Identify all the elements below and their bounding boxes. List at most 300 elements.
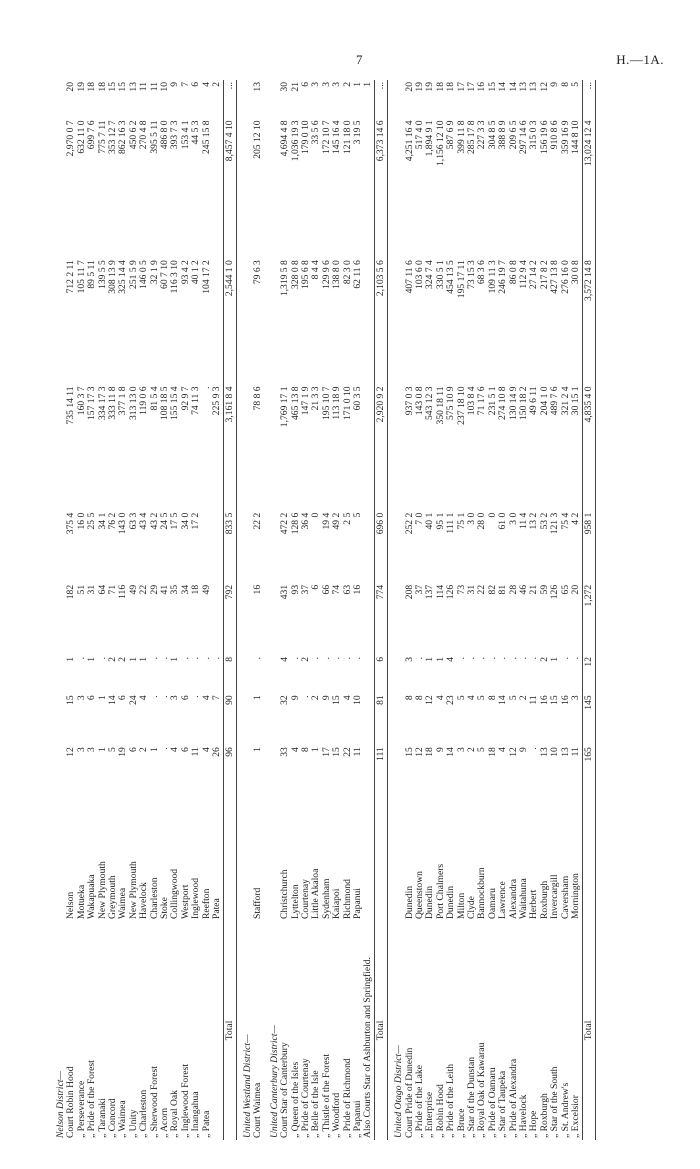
table-cell: 49 6 11 (528, 386, 540, 415)
lodge-place: Sydenham (320, 878, 332, 919)
total-cell: 96 (223, 745, 236, 797)
table-row (415, 80, 425, 1140)
table-row (118, 80, 128, 1140)
lodge-name: „ St. Andrew's (559, 1082, 571, 1138)
table-cell: 205 12 10 (252, 120, 264, 159)
table-cell: 74 11 3 (190, 386, 202, 415)
table-cell: 9 (549, 82, 561, 87)
table-cell: 321 2 4 (559, 386, 571, 416)
table-row (457, 80, 467, 1140)
table-cell: 35 (169, 584, 181, 595)
lodge-place: Motueka (75, 884, 87, 919)
lodge-place: Stafford (252, 887, 264, 919)
table-cell: 407 11 6 (403, 260, 415, 294)
table-row (571, 80, 582, 1140)
table-cell: 20 (570, 584, 582, 595)
district-name: United Canterbury District— (268, 1025, 280, 1138)
table-cell: 14 (497, 82, 509, 92)
table-cell: 53 2 (538, 512, 550, 530)
table-cell: 49 (200, 584, 212, 595)
table-cell: 103 6 0 (414, 260, 425, 289)
table-cell: 12 (65, 747, 77, 757)
total-cell: ... (223, 80, 236, 118)
table-cell: 12 (538, 82, 550, 92)
table-cell: . (252, 657, 264, 660)
table-cell: 4 (200, 695, 212, 701)
district-heading-row (236, 80, 253, 1140)
table-cell: 23 (445, 695, 457, 705)
table-row (108, 80, 118, 1140)
table-cell: 1 (549, 657, 561, 662)
table-cell: 6 (117, 695, 129, 701)
table-cell: 24 5 (159, 512, 171, 530)
table-cell: 49 (127, 584, 139, 595)
lodge-name: „ Pride of the Lake (414, 1065, 425, 1138)
table-cell: 15 (486, 82, 498, 92)
table-cell: . (190, 695, 202, 698)
total-cell: ... (374, 80, 387, 118)
lodge-place: Nelson (65, 891, 77, 919)
lodge-name: Court Pride of Dunedin (403, 1047, 415, 1138)
district-heading-row (50, 80, 66, 1140)
total-cell: 6,373 14 6 (374, 118, 387, 258)
lodge-place: Charleston (148, 877, 160, 919)
table-cell: 575 10 9 (445, 386, 457, 421)
table-cell: 2 5 (341, 512, 353, 525)
total-cell: 774 (374, 583, 387, 655)
lodge-name: „ Sherwood Forest (148, 1066, 160, 1138)
table-cell: 22 (341, 747, 353, 757)
lodge-place: Milton (455, 892, 467, 919)
table-cell: 6 (179, 747, 191, 752)
table-cell: 3 (570, 695, 582, 701)
table-cell: 31 (466, 584, 478, 595)
table-cell: 315 0 3 (528, 120, 540, 150)
table-cell: 33 5 6 (310, 120, 322, 145)
district-heading-row (388, 80, 405, 1140)
table-cell: 44 5 3 (190, 120, 202, 145)
lodge-place: Courtenay (299, 879, 311, 919)
table-cell: 138 8 0 (331, 260, 343, 289)
lodge-place: Mornington (570, 873, 582, 919)
lodge-place (363, 797, 374, 921)
table-cell: 8 (486, 695, 498, 701)
table-cell: 3 (320, 82, 332, 87)
table-cell: 1,156 12 10 (434, 120, 446, 166)
table-cell: 7 (211, 695, 223, 701)
table-cell: 40 1 (424, 512, 436, 530)
table-cell: 735 14 11 (65, 386, 77, 425)
table-cell: . (341, 657, 353, 660)
table-row (540, 80, 550, 1140)
table-cell: 121 18 0 (341, 120, 353, 154)
table-cell: 155 15 4 (169, 386, 181, 421)
table-cell (363, 258, 374, 384)
table-cell: 8 (299, 747, 311, 752)
lodge-name: „ Queen of the Isles (289, 1061, 301, 1138)
table-cell: 49 2 (331, 512, 343, 530)
table-cell: 92 9 7 (179, 386, 191, 411)
total-label: Total (582, 921, 595, 1140)
table-cell: 73 15 3 (466, 260, 478, 289)
table-cell: 18 (96, 82, 108, 92)
total-cell: 111 (374, 745, 387, 797)
table-cell: 270 4 8 (138, 120, 150, 150)
table-cell: 5 (351, 512, 363, 518)
table-cell: 2 (138, 747, 150, 752)
table-cell: 78 8 6 (252, 386, 264, 411)
table-cell: 34 0 (179, 512, 191, 530)
table-cell: 2 (107, 657, 119, 662)
table-cell: 81 (497, 584, 509, 595)
lodge-name: „ Pride of the Forest (86, 1060, 98, 1138)
table-cell: . (518, 657, 530, 660)
table-cell: 297 14 6 (518, 120, 530, 154)
table-row (181, 80, 191, 1140)
table-cell: 65 (559, 584, 571, 595)
table-cell: 1 (252, 747, 264, 752)
table-row (212, 80, 223, 1140)
table-cell: 12 (414, 747, 425, 757)
lodge-name: „ Patea (200, 1110, 212, 1138)
lodge-place: Waitahuna (518, 878, 530, 919)
lodge-name: „ Inglewood Forest (179, 1063, 191, 1138)
table-cell: 43 2 (148, 512, 160, 530)
lodge-place: Oamaru (486, 888, 498, 919)
table-cell: 19 (117, 747, 129, 757)
table-cell: 61 0 (497, 512, 509, 530)
table-cell: . (299, 695, 311, 698)
table-row (498, 80, 508, 1140)
lodge-name: „ Havelock (518, 1094, 530, 1138)
table-row (129, 80, 139, 1140)
table-cell (363, 583, 374, 655)
table-cell: 2 (117, 657, 129, 662)
table-cell: . (148, 657, 160, 660)
table-cell: 388 8 9 (497, 120, 509, 150)
lodge-place: Greymouth (107, 875, 119, 919)
table-cell: 399 11 8 (455, 120, 467, 154)
table-cell: 108 18 5 (159, 386, 171, 421)
table-cell: 14 (107, 695, 119, 705)
total-cell: 3,161 8 4 (223, 384, 236, 510)
table-cell: 15 (331, 747, 343, 757)
table-cell: 19 (414, 82, 425, 92)
table-cell: 8 4 4 (310, 260, 322, 280)
table-cell: 16 (538, 695, 550, 705)
table-cell: 160 3 7 (75, 386, 87, 416)
table-cell: 4 (341, 695, 353, 701)
table-cell: 1 (127, 657, 139, 662)
table-cell: 1 (96, 695, 108, 701)
table-cell: 156 19 6 (538, 120, 550, 154)
lodge-name: „ Enterprise (424, 1091, 436, 1138)
table-cell: 353 12 7 (107, 120, 119, 154)
table-cell: 4 2 (570, 512, 582, 525)
total-cell: 13,024 12 4 (582, 118, 595, 258)
rotated-statistics-table (50, 80, 680, 1140)
table-cell: 143 0 (117, 512, 129, 535)
table-cell: 37 (414, 584, 425, 595)
table-cell: 4 (466, 695, 478, 701)
table-cell: 9 (289, 695, 301, 701)
table-cell: 1 (65, 657, 77, 662)
table-cell: 18 (486, 747, 498, 757)
total-row (582, 80, 595, 1140)
table-cell: . (320, 657, 332, 660)
table-cell: 33 (279, 747, 291, 757)
table-body (50, 80, 595, 1140)
table-cell: 208 (403, 584, 415, 600)
table-cell (223, 797, 236, 921)
table-cell: 40 1 2 (190, 260, 202, 285)
table-cell: 60 3 5 (351, 386, 363, 411)
table-cell: 137 (424, 584, 436, 600)
table-cell: 4 (169, 747, 181, 752)
lodge-place: Papanui (351, 888, 363, 919)
table-cell: 334 17 3 (96, 386, 108, 421)
table-cell: 14 (507, 82, 519, 92)
lodge-place: Havelock (138, 882, 150, 919)
table-cell: . (289, 657, 301, 660)
table-cell: 13 (528, 82, 540, 92)
table-cell: 6 (127, 747, 139, 752)
lodge-place: Lyttelton (289, 884, 301, 919)
table-cell (202, 511, 212, 583)
table-cell: 21 (289, 82, 301, 92)
table-cell: 328 0 8 (289, 260, 301, 289)
table-cell: 227 3 3 (476, 120, 488, 150)
table-cell: 59 (538, 584, 550, 595)
table-cell: 1 (169, 657, 181, 662)
lodge-place: Kaiapoi (331, 888, 343, 919)
table-cell: . (507, 657, 519, 660)
lodge-place: New Plymouth (127, 861, 139, 919)
total-cell: 1,272 (582, 583, 595, 655)
district-name: United Westland District— (241, 1034, 253, 1138)
lodge-name: „ Concord (107, 1098, 119, 1138)
table-cell: 2 (211, 82, 223, 87)
table-cell: 82 (486, 584, 498, 595)
table-cell: 143 0 8 (414, 386, 425, 416)
table-cell: 37 (299, 584, 311, 595)
lodge-place: New Plymouth (96, 861, 108, 919)
table-cell: 19 4 (320, 512, 332, 530)
table-cell: 15 (549, 695, 561, 705)
table-cell: 17 2 (190, 512, 202, 530)
table-cell (212, 258, 223, 384)
lodge-name: „ Pride of Oamaru (486, 1067, 498, 1138)
lodge-place: Lawrence (497, 881, 509, 919)
lodge-place: Little Akaloa (310, 868, 322, 919)
table-cell: 22 (138, 584, 150, 595)
table-cell: . (559, 657, 571, 660)
table-cell: 15 (403, 747, 415, 757)
table-cell: 217 8 2 (538, 260, 550, 289)
table-cell: 313 13 0 (127, 386, 139, 421)
table-cell: 22 (476, 584, 488, 595)
table-cell: 28 (507, 584, 519, 595)
lodge-name: Also Courts Star of Ashburton and Springfield. (362, 957, 374, 1138)
table-cell: 17 (320, 747, 332, 757)
table-cell: 93 (289, 584, 301, 595)
lodge-name: „ Pride of the Leith (445, 1063, 457, 1138)
total-cell: 2,103 5 6 (374, 258, 387, 384)
lodge-name: „ Thistle of the Forest (320, 1053, 332, 1138)
table-row (477, 80, 487, 1140)
table-cell: 24 (127, 695, 139, 705)
lodge-name: „ Royal Oak (169, 1090, 181, 1138)
table-cell: 8 (414, 695, 425, 701)
table-cell: 1 (424, 657, 436, 662)
table-cell: 699 7 6 (86, 120, 98, 150)
table-cell: 237 18 10 (455, 386, 467, 425)
table-cell: 75 1 (455, 512, 467, 530)
table-row (87, 80, 97, 1140)
table-cell: 17 5 (169, 512, 181, 530)
table-cell: 43 4 (138, 512, 150, 530)
district-name: Nelson District— (55, 1071, 66, 1138)
table-row (291, 80, 301, 1140)
table-cell: 1 (252, 695, 264, 701)
table-cell: . (528, 657, 540, 660)
total-cell: 958 1 (582, 511, 595, 583)
table-row (253, 80, 263, 1140)
table-cell: 2 (466, 747, 478, 752)
lodge-name: „ Taranaki (96, 1098, 108, 1138)
table-cell: 712 2 11 (65, 260, 77, 294)
table-cell: 15 (117, 82, 129, 92)
table-row (150, 80, 160, 1140)
table-cell: . (96, 657, 108, 660)
table-cell: 30 0 8 (570, 260, 582, 285)
table-cell: 157 17 3 (86, 386, 98, 421)
lodge-place: Caversham (559, 875, 571, 919)
table-cell: 1 (362, 82, 374, 87)
table-cell: 105 11 7 (75, 260, 87, 294)
table-cell: 32 (279, 695, 291, 705)
lodge-name: Court Waimea (252, 1082, 264, 1138)
table-cell: 126 (445, 584, 457, 600)
table-cell: 17 (455, 82, 467, 92)
lodge-name: „ Acorn (159, 1107, 171, 1138)
table-cell: 7 0 (414, 512, 425, 525)
lodge-name: „ Pride of Courtenay (299, 1058, 311, 1138)
table-row (425, 80, 435, 1140)
table-cell: 26 (211, 747, 223, 757)
table-row (561, 80, 571, 1140)
table-cell: 144 8 10 (570, 120, 582, 154)
table-cell: 276 16 0 (559, 260, 571, 294)
table-cell: . (179, 657, 191, 660)
table-cell: 285 17 8 (466, 120, 478, 154)
lodge-place: Alexandra (507, 879, 519, 919)
lodge-name: „ Pride of Alexandra (507, 1058, 519, 1138)
table-cell: 5 (107, 747, 119, 752)
lodge-name: „ Unity (127, 1109, 139, 1138)
table-cell: 4 (200, 82, 212, 87)
table-cell: 6 (179, 695, 191, 701)
table-cell: 13 (538, 747, 550, 757)
lodge-place: Stoke (159, 897, 171, 919)
table-cell: 489 7 6 (549, 386, 561, 416)
table-cell: 587 6 9 (445, 120, 457, 150)
table-cell: 86 0 8 (507, 260, 519, 285)
total-cell: 8 (223, 655, 236, 693)
table-cell: 251 5 9 (127, 260, 139, 289)
table-cell: 427 13 8 (549, 260, 561, 294)
table-cell: 195 6 8 (299, 260, 311, 289)
lodge-place: Herbert (528, 889, 540, 919)
lodge-name: „ Woodford (331, 1092, 343, 1138)
table-cell: 6 (190, 82, 202, 87)
lodge-place: Richmond (341, 879, 353, 919)
table-cell: 5 (455, 695, 467, 701)
table-cell: 4,251 16 4 (403, 120, 415, 162)
lodge-name: „ Roxburgh (538, 1093, 550, 1138)
table-cell: 172 10 7 (320, 120, 332, 154)
table-cell: 2 (538, 657, 550, 662)
table-row (446, 80, 456, 1140)
table-cell: 543 12 3 (424, 386, 436, 421)
table-cell: 103 8 4 (466, 386, 478, 416)
table-cell: . (351, 657, 363, 660)
table-cell: 246 19 7 (497, 260, 509, 294)
table-cell: 395 5 11 (148, 120, 160, 154)
table-cell: 3 (403, 657, 415, 662)
table-cell: 32 1 9 (148, 260, 160, 285)
table-cell: 465 13 8 (289, 386, 301, 421)
table-cell: . (497, 657, 509, 660)
lodge-place: Inglewood (190, 877, 202, 919)
table-cell: 129 9 6 (320, 260, 332, 289)
table-cell: 1 (96, 747, 108, 752)
table-row (519, 80, 529, 1140)
table-cell: 3 (169, 695, 181, 701)
table-cell: 1,319 5 8 (279, 260, 291, 297)
table-cell: 486 8 0 (159, 120, 171, 150)
table-cell: 95 1 (434, 512, 446, 530)
table-cell: 34 1 (96, 512, 108, 530)
lodge-place: Collingwood (169, 868, 181, 919)
table-cell: 2 (299, 657, 311, 662)
table-cell: 9 (518, 747, 530, 752)
table-cell: 472 2 (279, 512, 291, 535)
table-cell: 73 (455, 584, 467, 595)
table-cell: 4 (497, 747, 509, 752)
table-cell: 5 (476, 747, 488, 752)
table-row (98, 80, 108, 1140)
table-cell: 128 6 (289, 512, 301, 535)
table-cell: 324 7 4 (424, 260, 436, 289)
table-cell: 5 (570, 82, 582, 87)
table-cell: 111 1 (445, 512, 457, 534)
table-cell (363, 511, 374, 583)
table-row (191, 80, 201, 1140)
table-cell: . (466, 657, 478, 660)
table-cell: 19 (75, 82, 87, 92)
table-cell: 10 (351, 695, 363, 705)
table-cell: 116 (117, 584, 129, 599)
table-cell: 179 0 10 (299, 120, 311, 154)
table-cell: 204 1 0 (538, 386, 550, 416)
table-cell: 3 19 5 (351, 120, 363, 145)
table-cell: 3 (86, 747, 98, 752)
table-cell: . (75, 657, 87, 660)
table-cell (363, 693, 374, 745)
table-cell: 146 0 5 (138, 260, 150, 289)
lodge-name: „ Royal Oak of Kawarau (476, 1042, 488, 1138)
